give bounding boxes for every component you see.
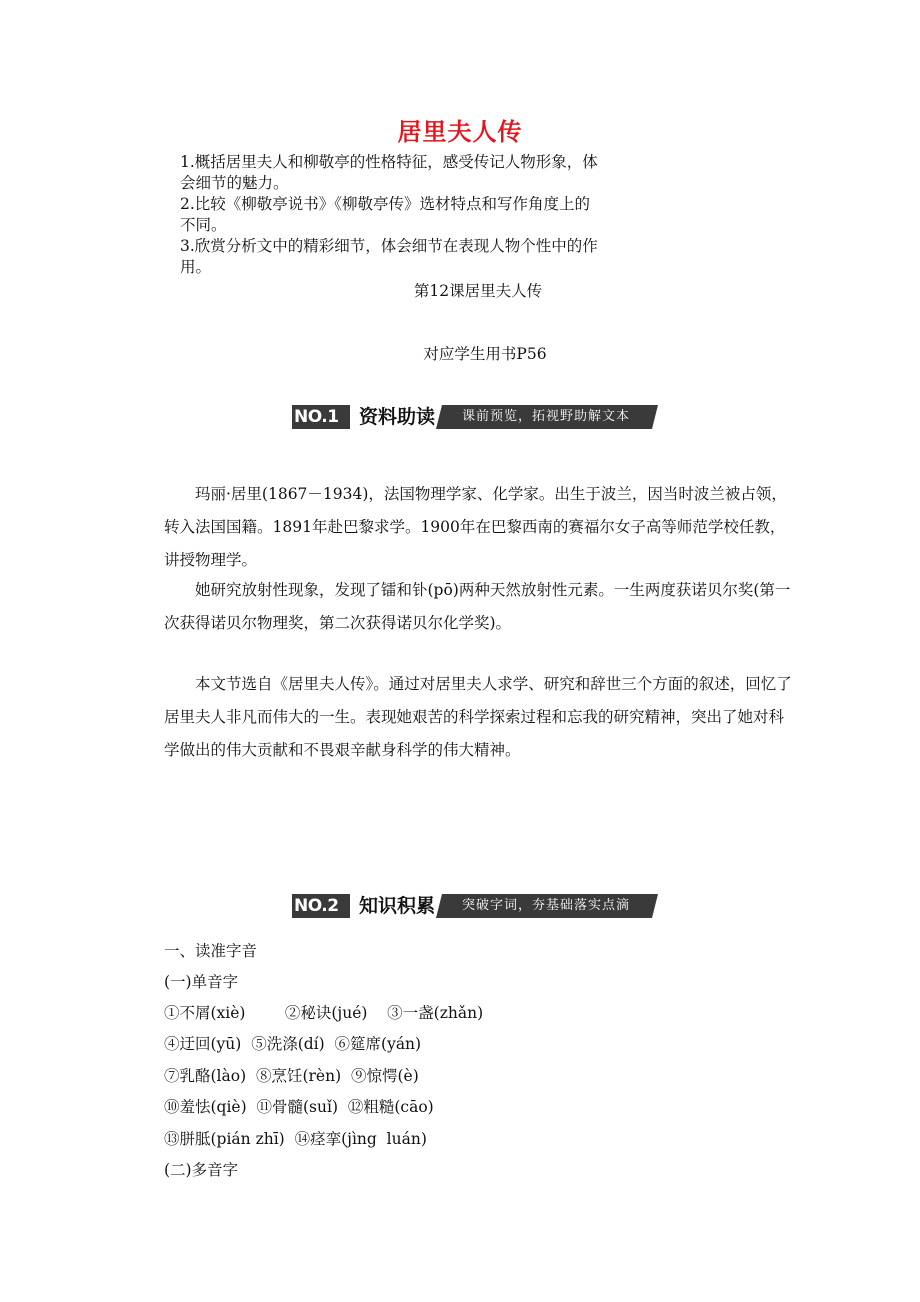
document-title: 居里夫人传 — [397, 118, 523, 146]
vocab-line: ④迂回(yū) ⑤洗涤(dí) ⑥筵席(yán) — [164, 1035, 422, 1053]
learning-objective-2: 2.比较《柳敬亭说书》《柳敬亭传》选材特点和写作角度上的不同。 — [180, 195, 591, 234]
section-heading: 资料助读 — [358, 406, 435, 428]
section-subtitle: 突破字词，夯基础落实点滴 — [462, 898, 631, 913]
section-heading: 知识积累 — [358, 895, 435, 917]
section-number: NO.2 — [294, 896, 339, 916]
section-banner-1 — [292, 402, 658, 432]
heading-pronunciation: 一、读准字音 — [164, 942, 258, 960]
subheading-multi-reading: (二)多音字 — [164, 1161, 239, 1179]
paragraph-curie-research: 她研究放射性现象，发现了镭和钋(pō)两种天然放射性元素。一生两度获诺贝尔奖(第一次获得诺贝尔物理奖，第二次获得诺贝尔化学奖)。 — [164, 581, 791, 632]
vocab-line: ①不屑(xiè) ②秘诀(jué) ③一盏(zhǎn) — [164, 1004, 484, 1022]
vocab-line: ⑬胼胝(pián zhī) ⑭痉挛(jìng luán) — [164, 1130, 427, 1148]
paragraph-curie-bio: 玛丽·居里(1867－1934)，法国物理学家、化学家。出生于波兰，因当时波兰被占领，转入法国国籍。1891年赴巴黎求学。1900年在巴黎西南的赛福尔女子高等师范学校任教，讲授物理学。 — [164, 485, 787, 569]
subheading-single-reading: (一)单音字 — [164, 973, 239, 991]
section-number: NO.1 — [294, 407, 339, 427]
learning-objective-3: 3.欣赏分析文中的精彩细节，体会细节在表现人物个性中的作用。 — [180, 237, 598, 276]
learning-objective-1: 1.概括居里夫人和柳敬亭的性格特征，感受传记人物形象，体会细节的魅力。 — [180, 153, 598, 192]
section-subtitle: 课前预览，拓视野助解文本 — [462, 409, 631, 424]
page-reference: 对应学生用书P56 — [423, 345, 547, 363]
lesson-title: 第12课居里夫人传 — [413, 282, 543, 300]
vocab-line: ⑩羞怯(qiè) ⑪骨髓(suǐ) ⑫粗糙(cāo) — [164, 1098, 434, 1116]
section-banner-2 — [292, 891, 658, 921]
paragraph-text-summary: 本文节选自《居里夫人传》。通过对居里夫人求学、研究和辞世三个方面的叙述，回忆了居里夫人非凡而伟大的一生。表现她艰苦的科学探索过程和忘我的研究精神，突出了她对科学做出的伟大贡献和不畏艰辛献身科学的伟大精神。 — [164, 675, 792, 759]
vocab-line: ⑦乳酪(lào) ⑧烹饪(rèn) ⑨惊愕(è) — [164, 1067, 419, 1085]
